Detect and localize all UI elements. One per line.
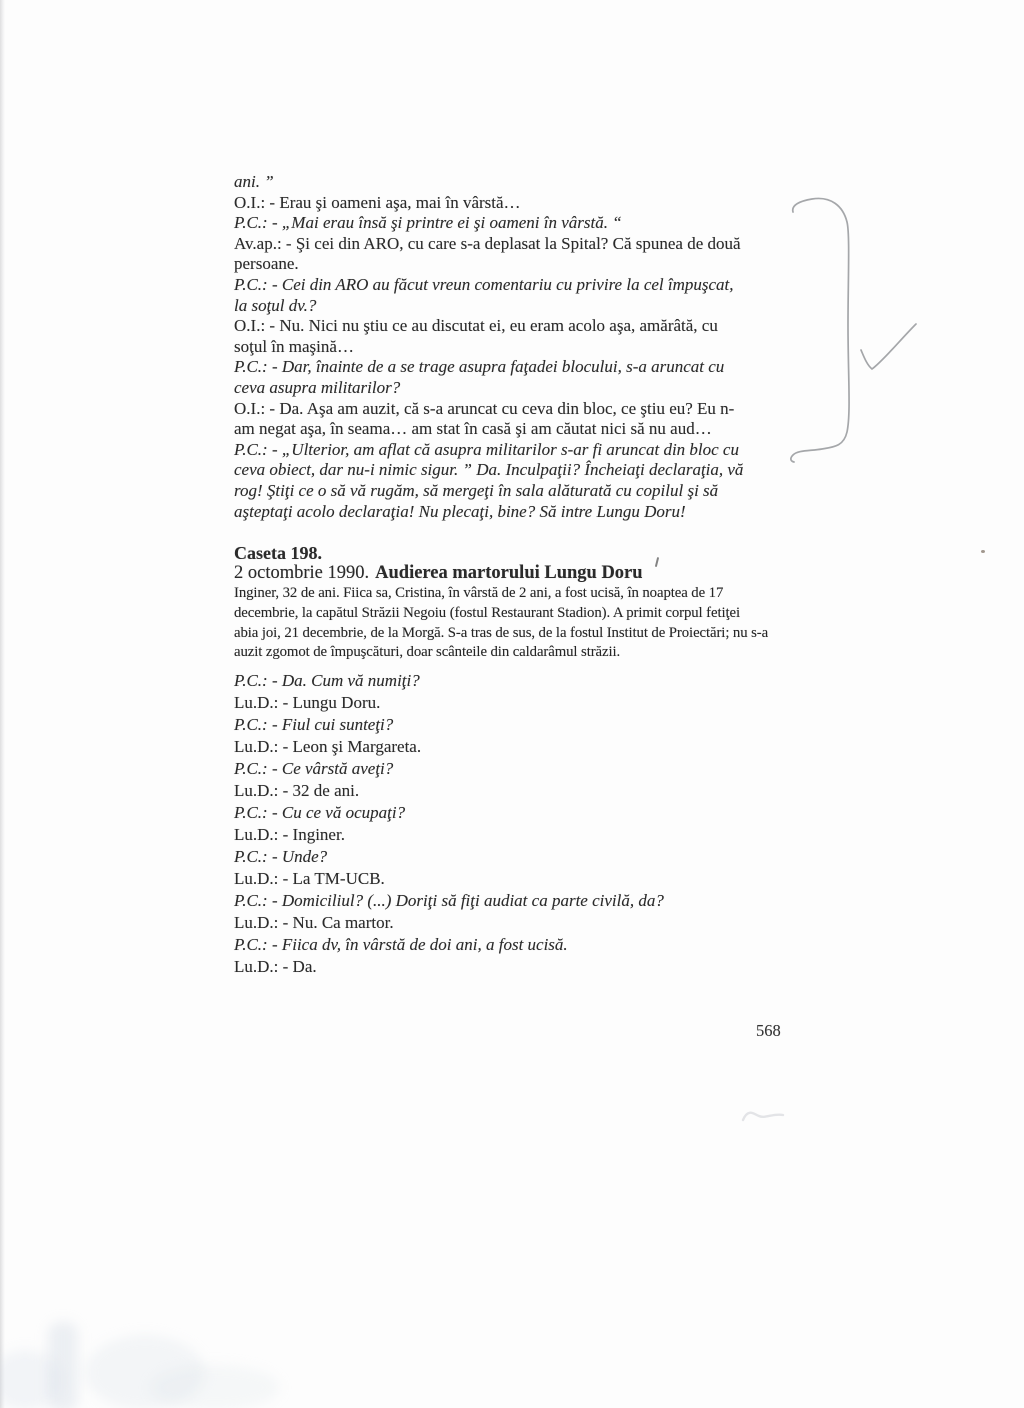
witness-bio-paragraph [234, 584, 814, 663]
margin-annotation [770, 185, 940, 485]
transcript-line: aşteptaţi acolo declaraţia! Nu plecaţi, bine? Să intre Lungu Doru! [234, 501, 686, 521]
dialogue-block [234, 670, 814, 978]
dialogue-line: Lu.D.: - Leon şi Margareta. [234, 737, 422, 756]
transcript-line: P.C.: - Cei din ARO au făcut vreun comentariu cu privire la cel împuşcat, [234, 274, 734, 294]
dialogue-line: Lu.D.: - Nu. Ca martor. [234, 913, 394, 932]
handwritten-checkmark-icon [861, 324, 916, 369]
transcript-line: O.I.: - Da. Aşa am auzit, că s-a aruncat cu ceva din bloc, ce ştiu eu? Eu n- [234, 398, 735, 418]
transcript-line: soţul în maşină… [234, 336, 354, 356]
dialogue-line: Lu.D.: - Inginer. [234, 825, 345, 844]
bio-line: decembrie, la capătul Străzii Negoiu (fostul Restaurant Stadion). A primit corpul fetiţei [234, 604, 740, 621]
dialogue-line: P.C.: - Fiul cui sunteţi? [234, 715, 394, 734]
hearing-title: Audierea martorului Lungu Doru [375, 563, 643, 583]
dialogue-line: Lu.D.: - Da. [234, 957, 317, 976]
dialogue-line: P.C.: - Ce vârstă aveţi? [234, 759, 394, 778]
handwritten-bracket-icon [791, 198, 849, 462]
transcript-line: ceva obiect, dar nu-i nimic sigur. ” Da. Inculpaţii? Încheiaţi declaraţia, vă [234, 460, 744, 480]
session-date: 2 octombrie 1990. [234, 563, 370, 583]
caseta-heading-block [234, 543, 814, 563]
bio-line: Inginer, 32 de ani. Fiica sa, Cristina, în vârstă de 2 ani, a fost ucisă, în noaptea de 17 [234, 585, 724, 601]
transcript-line: P.C.: - „Mai erau însă şi printre ei şi oameni în vârstă. “ [234, 213, 622, 233]
dialogue-line: P.C.: - Cu ce vă ocupaţi? [234, 803, 406, 822]
page-number: 568 [756, 1021, 781, 1040]
hearing-heading [234, 562, 814, 584]
transcript-line: O.I.: - Erau şi oameni aşa, mai în vârstă… [234, 192, 521, 212]
transcript-line: ani. ” [234, 172, 274, 191]
dialogue-line: Lu.D.: - La TM-UCB. [234, 869, 385, 888]
caseta-title: Caseta 198. [234, 543, 322, 563]
transcript-line: ceva asupra militarilor? [234, 377, 401, 397]
pencil-squiggle-mark [733, 1098, 797, 1130]
transcript-line: P.C.: - „Ulterior, am aflat că asupra militarilor s-ar fi aruncat din bloc cu [234, 439, 739, 459]
transcript-line: rog! Ştiţi ce o să vă rugăm, să mergeţi în sala alăturată cu copilul şi să [234, 480, 719, 500]
transcript-line: P.C.: - Dar, înainte de a se trage asupra faţadei blocului, s-a aruncat cu [234, 357, 725, 377]
bio-line: auzit zgomot de împuşcături, doar scânteile din caldarâmul străzii. [234, 644, 621, 661]
scan-smudge [150, 1365, 280, 1408]
dialogue-line: P.C.: - Fiica dv, în vârstă de doi ani, a fost ucisă. [234, 935, 568, 954]
transcript-line: am negat aşa, în seama… am stat în casă şi am căutat nici să nu aud… [234, 419, 712, 439]
transcript-line: Av.ap.: - Şi cei din ARO, cu care s-a deplasat la Spital? Că spunea de două [234, 233, 741, 253]
dialogue-line: P.C.: - Unde? [234, 847, 328, 866]
ink-speck [981, 550, 985, 553]
transcript-excerpt-block [234, 172, 814, 522]
dialogue-line: Lu.D.: - Lungu Doru. [234, 693, 381, 712]
dialogue-line: Lu.D.: - 32 de ani. [234, 781, 360, 800]
transcript-line: O.I.: - Nu. Nici nu ştiu ce au discutat ei, eu eram acolo aşa, amărâtă, cu [234, 316, 718, 336]
scan-edge [0, 0, 5, 1408]
dialogue-line: P.C.: - Domiciliul? (...) Doriţi să fiţi audiat ca parte civilă, da? [234, 891, 664, 910]
bio-line: abia joi, 21 decembrie, de la Morgă. S-a tras de sus, de la fostul Institut de Proiectări; nu s-a [234, 624, 769, 641]
dialogue-line: P.C.: - Da. Cum vă numiţi? [234, 671, 420, 690]
transcript-line: persoane. [234, 254, 299, 274]
transcript-line: la soţul dv.? [234, 295, 317, 315]
